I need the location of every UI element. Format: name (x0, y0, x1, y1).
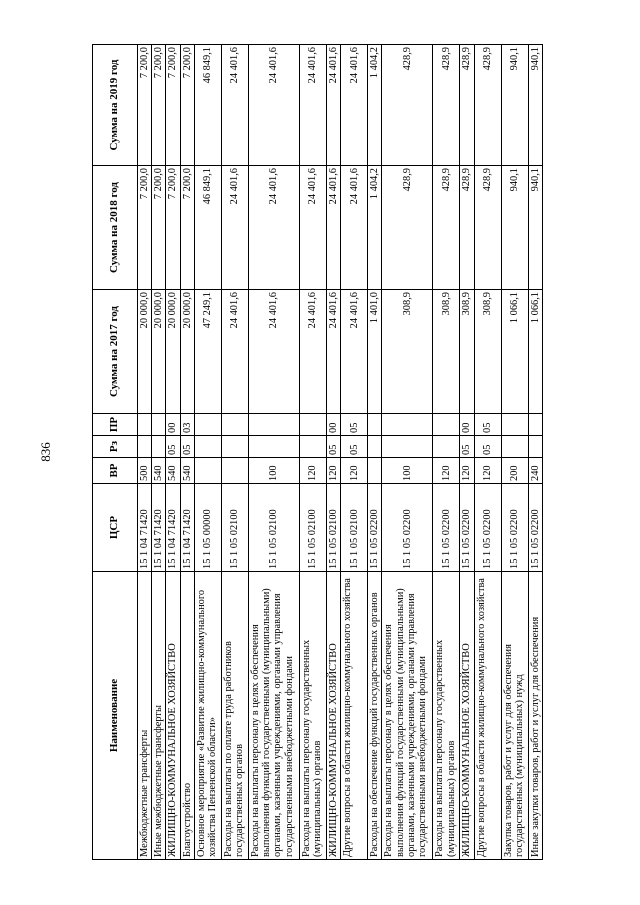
cell-sum-2018: 24 401,6 (221, 166, 248, 290)
cell-sum-2017: 308,9 (474, 290, 501, 414)
cell-rz (138, 436, 152, 458)
cell-pr: 00 (460, 414, 474, 436)
header-sum-2019: Сумма на 2019 год (93, 45, 138, 166)
cell-sum-2018: 428,9 (460, 166, 474, 290)
cell-sum-2017: 47 249,1 (194, 290, 221, 414)
cell-pr: 03 (180, 414, 194, 436)
cell-sum-2019: 24 401,6 (299, 45, 326, 166)
cell-sum-2017: 20 000,0 (180, 290, 194, 414)
cell-sum-2018: 24 401,6 (341, 166, 368, 290)
header-pr: ПР (93, 414, 138, 436)
cell-rz: 05 (326, 436, 340, 458)
table-row (382, 45, 433, 860)
cell-sum-2017: 24 401,6 (299, 290, 326, 414)
cell-rz (368, 436, 382, 458)
cell-sum-2019: 24 401,6 (221, 45, 248, 166)
cell-name: Закупка товаров, работ и услуг для обеспечения государственных (муниципальных) нужд (501, 572, 528, 860)
cell-name: Расходы на выплаты персоналу государственных (муниципальных) органов (299, 572, 326, 860)
cell-rz: 05 (474, 436, 501, 458)
cell-vr: 120 (326, 458, 340, 484)
cell-name: Расходы на выплаты персоналу в целях обеспечения выполнения функций государственными (муниципальными) органами, казенными учреждениями, органами управления государственными внебюджетными фондами (382, 572, 433, 860)
cell-sum-2017: 24 401,6 (341, 290, 368, 414)
cell-sum-2019: 1 404,2 (368, 45, 382, 166)
cell-sum-2018: 428,9 (474, 166, 501, 290)
table-row (501, 45, 528, 860)
header-sum-2018: Сумма на 2018 год (93, 166, 138, 290)
cell-csr: 15 1 05 02100 (299, 484, 326, 572)
table-row (138, 45, 152, 860)
cell-rz (528, 436, 542, 458)
cell-name: Основное мероприятие «Развитие жилищно-коммунального хозяйства Пензенской области» (194, 572, 221, 860)
cell-csr: 15 1 05 02100 (248, 484, 299, 572)
table-row (474, 45, 501, 860)
cell-sum-2019: 24 401,6 (326, 45, 340, 166)
cell-csr: 15 1 04 71420 (138, 484, 152, 572)
cell-pr: 00 (166, 414, 180, 436)
cell-sum-2017: 24 401,6 (248, 290, 299, 414)
cell-sum-2018: 46 849,1 (194, 166, 221, 290)
cell-csr: 15 1 04 71420 (180, 484, 194, 572)
budget-table-sheet (92, 45, 625, 860)
cell-pr (299, 414, 326, 436)
cell-sum-2017: 308,9 (460, 290, 474, 414)
cell-rz (501, 436, 528, 458)
cell-pr (382, 414, 433, 436)
cell-sum-2018: 24 401,6 (299, 166, 326, 290)
cell-name: Межбюджетные трансферты (138, 572, 152, 860)
cell-pr (433, 414, 460, 436)
cell-pr (368, 414, 382, 436)
cell-vr: 100 (382, 458, 433, 484)
cell-sum-2018: 7 200,0 (152, 166, 166, 290)
cell-vr: 200 (501, 458, 528, 484)
cell-name: Другие вопросы в области жилищно-коммунального хозяйства (474, 572, 501, 860)
cell-sum-2017: 24 401,6 (326, 290, 340, 414)
cell-vr: 120 (474, 458, 501, 484)
cell-pr: 00 (326, 414, 340, 436)
cell-name: Расходы на обеспечение функций государственных органов (368, 572, 382, 860)
cell-rz (382, 436, 433, 458)
table-row (341, 45, 368, 860)
cell-sum-2017: 308,9 (382, 290, 433, 414)
cell-vr: 240 (528, 458, 542, 484)
cell-name: Иные межбюджетные трансферты (152, 572, 166, 860)
cell-sum-2018: 7 200,0 (180, 166, 194, 290)
table-row (152, 45, 166, 860)
header-rz: Рз (93, 436, 138, 458)
cell-sum-2019: 940,1 (501, 45, 528, 166)
cell-rz (221, 436, 248, 458)
cell-rz (152, 436, 166, 458)
cell-csr: 15 1 04 71420 (152, 484, 166, 572)
cell-sum-2018: 428,9 (433, 166, 460, 290)
cell-sum-2019: 7 200,0 (138, 45, 152, 166)
cell-sum-2019: 428,9 (474, 45, 501, 166)
cell-csr: 15 1 05 02100 (326, 484, 340, 572)
cell-rz: 05 (341, 436, 368, 458)
cell-rz: 05 (460, 436, 474, 458)
cell-sum-2017: 20 000,0 (152, 290, 166, 414)
cell-sum-2018: 7 200,0 (166, 166, 180, 290)
table-header-row (93, 45, 138, 860)
table-row (166, 45, 180, 860)
cell-csr: 15 1 05 02200 (474, 484, 501, 572)
cell-sum-2019: 428,9 (460, 45, 474, 166)
cell-csr: 15 1 05 02200 (460, 484, 474, 572)
cell-rz (194, 436, 221, 458)
cell-csr: 15 1 05 00000 (194, 484, 221, 572)
cell-sum-2017: 20 000,0 (166, 290, 180, 414)
table-row (194, 45, 221, 860)
cell-name: Расходы на выплаты персоналу в целях обеспечения выполнения функций государственными (муниципальными) органами, казенными учреждениями, органами управления государственными внебюджетными фондами (248, 572, 299, 860)
cell-name: Другие вопросы в области жилищно-коммунального хозяйства (341, 572, 368, 860)
cell-csr: 15 1 05 02200 (382, 484, 433, 572)
cell-rz (433, 436, 460, 458)
cell-sum-2019: 428,9 (382, 45, 433, 166)
cell-sum-2017: 1 401,0 (368, 290, 382, 414)
cell-sum-2017: 20 000,0 (138, 290, 152, 414)
cell-pr: 05 (341, 414, 368, 436)
header-csr: ЦСР (93, 484, 138, 572)
budget-table (92, 44, 543, 860)
cell-sum-2019: 7 200,0 (180, 45, 194, 166)
table-row (368, 45, 382, 860)
cell-sum-2018: 1 404,2 (368, 166, 382, 290)
cell-sum-2019: 7 200,0 (152, 45, 166, 166)
table-row (180, 45, 194, 860)
cell-vr: 120 (460, 458, 474, 484)
cell-vr (221, 458, 248, 484)
cell-vr: 540 (166, 458, 180, 484)
cell-name: Иные закупки товаров, работ и услуг для обеспечения (528, 572, 542, 860)
cell-vr (194, 458, 221, 484)
cell-pr (528, 414, 542, 436)
cell-vr: 500 (138, 458, 152, 484)
table-row (528, 45, 542, 860)
cell-sum-2018: 24 401,6 (248, 166, 299, 290)
table-body (138, 45, 543, 860)
cell-sum-2017: 1 066,1 (528, 290, 542, 414)
cell-csr: 15 1 05 02100 (341, 484, 368, 572)
cell-sum-2019: 24 401,6 (248, 45, 299, 166)
header-sum-2017: Сумма на 2017 год (93, 290, 138, 414)
table-row (433, 45, 460, 860)
table-row (299, 45, 326, 860)
header-vr: ВР (93, 458, 138, 484)
cell-csr: 15 1 05 02200 (501, 484, 528, 572)
cell-rz: 05 (166, 436, 180, 458)
cell-vr: 120 (341, 458, 368, 484)
table-row (248, 45, 299, 860)
cell-csr: 15 1 05 02200 (433, 484, 460, 572)
table-row (221, 45, 248, 860)
cell-vr: 120 (433, 458, 460, 484)
cell-name: ЖИЛИЩНО-КОММУНАЛЬНОЕ ХОЗЯЙСТВО (460, 572, 474, 860)
cell-sum-2019: 24 401,6 (341, 45, 368, 166)
cell-sum-2017: 24 401,6 (221, 290, 248, 414)
cell-sum-2018: 7 200,0 (138, 166, 152, 290)
cell-name: ЖИЛИЩНО-КОММУНАЛЬНОЕ ХОЗЯЙСТВО (326, 572, 340, 860)
cell-name: Расходы на выплаты по оплате труда работников государственных органов (221, 572, 248, 860)
cell-name: ЖИЛИЩНО-КОММУНАЛЬНОЕ ХОЗЯЙСТВО (166, 572, 180, 860)
cell-vr: 540 (152, 458, 166, 484)
cell-name: Расходы на выплаты персоналу государственных (муниципальных) органов (433, 572, 460, 860)
cell-sum-2017: 1 066,1 (501, 290, 528, 414)
header-name: Наименование (93, 572, 138, 860)
cell-pr (138, 414, 152, 436)
cell-pr (221, 414, 248, 436)
cell-sum-2017: 308,9 (433, 290, 460, 414)
cell-csr: 15 1 05 02100 (221, 484, 248, 572)
page-number: 836 (37, 442, 53, 462)
cell-pr: 05 (474, 414, 501, 436)
cell-vr: 100 (248, 458, 299, 484)
cell-rz: 05 (180, 436, 194, 458)
cell-csr: 15 1 05 02200 (368, 484, 382, 572)
cell-sum-2019: 428,9 (433, 45, 460, 166)
cell-pr (501, 414, 528, 436)
cell-pr (152, 414, 166, 436)
cell-rz (299, 436, 326, 458)
cell-csr: 15 1 04 71420 (166, 484, 180, 572)
cell-rz (248, 436, 299, 458)
cell-sum-2018: 428,9 (382, 166, 433, 290)
cell-pr (248, 414, 299, 436)
cell-pr (194, 414, 221, 436)
cell-sum-2018: 940,1 (501, 166, 528, 290)
cell-sum-2018: 24 401,6 (326, 166, 340, 290)
cell-vr: 540 (180, 458, 194, 484)
cell-vr: 120 (299, 458, 326, 484)
cell-csr: 15 1 05 02200 (528, 484, 542, 572)
cell-sum-2018: 940,1 (528, 166, 542, 290)
cell-sum-2019: 940,1 (528, 45, 542, 166)
table-row (326, 45, 340, 860)
cell-sum-2019: 7 200,0 (166, 45, 180, 166)
rotated-table-wrapper (92, 45, 625, 860)
cell-vr (368, 458, 382, 484)
cell-sum-2019: 46 849,1 (194, 45, 221, 166)
table-row (460, 45, 474, 860)
cell-name: Благоустройство (180, 572, 194, 860)
